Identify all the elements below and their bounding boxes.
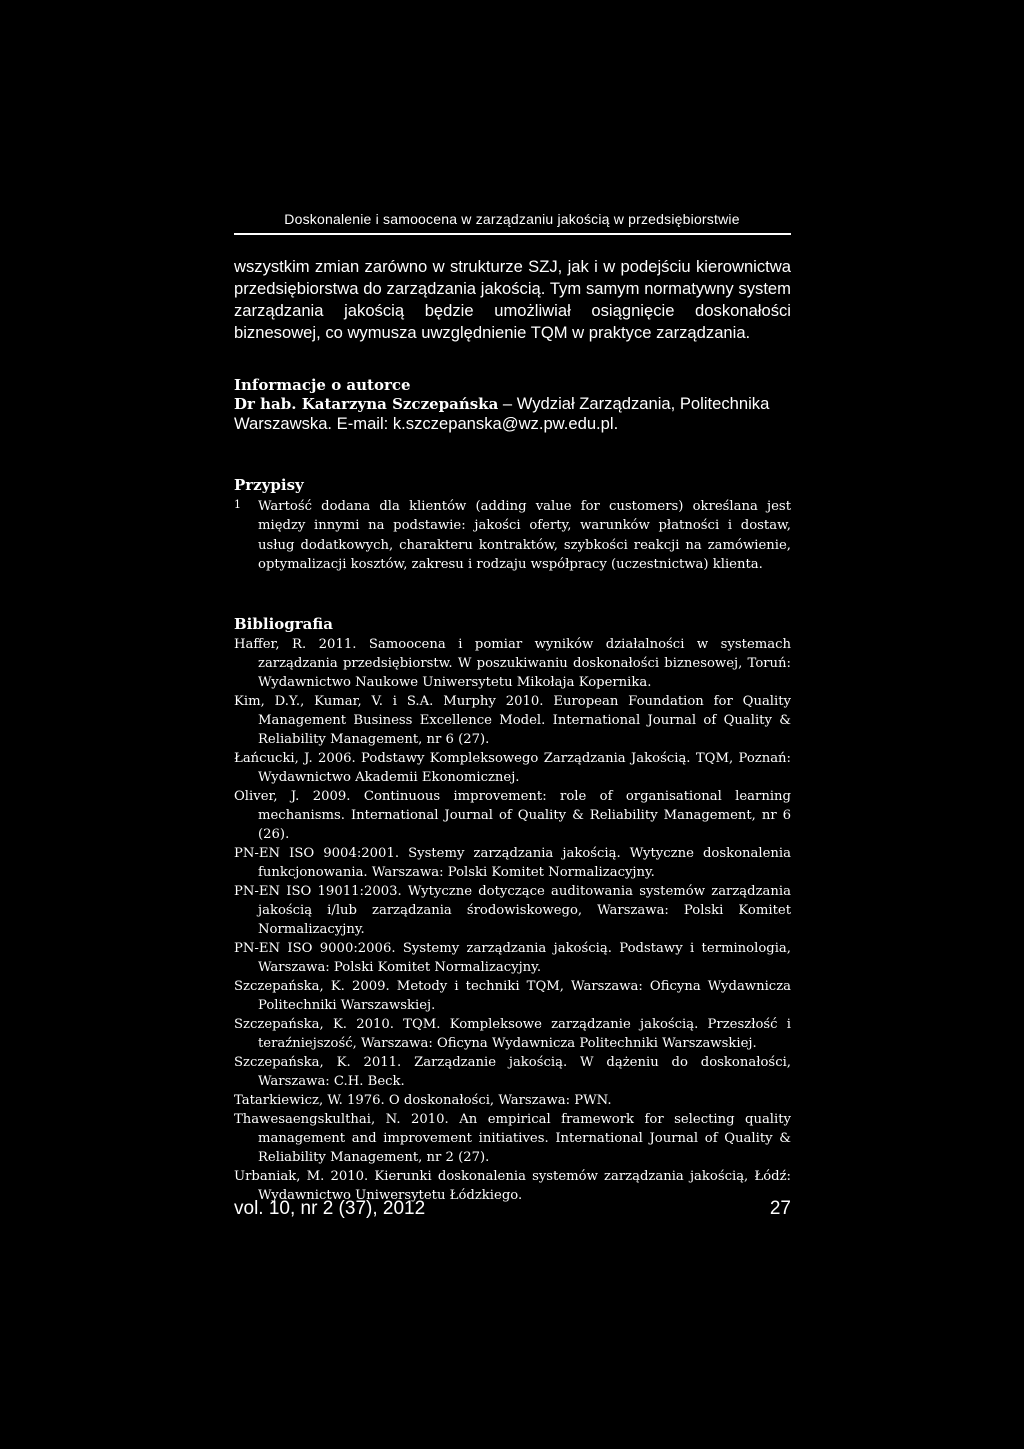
bibliography-entry: PN-EN ISO 19011:2003. Wytyczne dotyczące auditowania systemów zarządzania jakością i/lub zarządzania środowiskowego, Warszawa: Polski Komitet Normalizacyjny.: [234, 883, 791, 937]
bibliography-list: [234, 635, 791, 1205]
header-rule: [234, 233, 791, 235]
author-affiliation: – Wydział Zarządzania, Politechnika Warszawska. E-mail: k.szczepanska@wz.pw.edu.pl.: [234, 394, 770, 433]
footnotes-section: [234, 476, 791, 575]
footnotes-heading: Przypisy: [234, 476, 304, 494]
bibliography-entry: Szczepańska, K. 2009. Metody i techniki TQM, Warszawa: Oficyna Wydawnicza Politechniki Warszawskiej.: [234, 978, 791, 1013]
bibliography-section: [234, 615, 791, 1205]
bibliography-entry: Szczepańska, K. 2010. TQM. Kompleksowe zarządzanie jakością. Przeszłość i teraźniejszość, Warszawa: Oficyna Wydawnicza Politechniki Warszawskiej.: [234, 1016, 791, 1051]
running-head-title: Doskonalenie i samoocena w zarządzaniu jakością w przedsiębiorstwie: [284, 211, 740, 227]
bibliography-entry: Haffer, R. 2011. Samoocena i pomiar wyników działalności w systemach zarządzania przedsiębiorstw. W poszukiwaniu doskonałości biznesowej, Toruń: Wydawnictwo Naukowe Uniwersytetu Mikołaja Kopernika.: [234, 636, 791, 690]
bibliography-entry: Oliver, J. 2009. Continuous improvement: role of organisational learning mechanisms. International Journal of Quality & Reliability Management, nr 6 (26).: [234, 788, 791, 842]
page-number: 27: [769, 1198, 791, 1219]
footnote-text: Wartość dodana dla klientów (adding value for customers) określana jest między innymi na podstawie: jakości oferty, warunków płatności i dostaw, usług dodatkowych, charakteru kontraktów, szybkości reakcji na zamówienie, optymalizacji kosztów, zakresu i rodzaju współpracy (uczestnictwa) klienta.: [258, 499, 791, 573]
intro-paragraph: wszystkim zmian zarówno w strukturze SZJ, jak i w podejściu kierownictwa przedsiębiorstwa do zarządzania jakością. Tym samym normatywny system zarządzania jakością będzie umożliwiał osiągnięcie doskonałości biznesowej, co wymusza uwzględnienie TQM w praktyce zarządzania.: [234, 257, 791, 342]
bibliography-heading: Bibliografia: [234, 614, 334, 633]
bibliography-entry: Urbaniak, M. 2010. Kierunki doskonalenia systemów zarządzania jakością, Łódź: Wydawnictwo Uniwersytetu Łódzkiego.: [234, 1168, 791, 1203]
bibliography-entry: Szczepańska, K. 2011. Zarządzanie jakością. W dążeniu do doskonałości, Warszawa: C.H. Beck.: [234, 1054, 791, 1089]
author-name: Dr hab. Katarzyna Szczepańska: [234, 395, 499, 413]
bibliography-entry: Tatarkiewicz, W. 1976. O doskonałości, Warszawa: PWN.: [234, 1092, 612, 1108]
page-content: [234, 256, 791, 1205]
bibliography-entry: Kim, D.Y., Kumar, V. i S.A. Murphy 2010. European Foundation for Quality Management Business Excellence Model. International Journal of Quality & Reliability Management, nr 6 (27).: [234, 693, 791, 747]
bibliography-entry: Łańcucki, J. 2006. Podstawy Kompleksowego Zarządzania Jakością. TQM, Poznań: Wydawnictwo Akademii Ekonomicznej.: [234, 750, 791, 785]
author-info-heading: Informacje o autorce: [234, 376, 411, 394]
author-info-section: [234, 376, 791, 434]
footnote-mark: 1: [234, 498, 241, 511]
bibliography-entry: PN-EN ISO 9000:2006. Systemy zarządzania jakością. Podstawy i terminologia, Warszawa: Polski Komitet Normalizacyjny.: [234, 940, 791, 975]
author-info-text: [234, 394, 791, 434]
journal-issue: vol. 10, nr 2 (37), 2012: [234, 1198, 426, 1219]
footnote-item: [234, 497, 791, 575]
bibliography-entry: Thawesaengskulthai, N. 2010. An empirical framework for selecting quality management and improvement initiatives. International Journal of Quality & Reliability Management, nr 2 (27).: [234, 1111, 791, 1165]
bibliography-entry: PN-EN ISO 9004:2001. Systemy zarządzania jakością. Wytyczne doskonalenia funkcjonowania. Warszawa: Polski Komitet Normalizacyjny.: [234, 845, 791, 880]
